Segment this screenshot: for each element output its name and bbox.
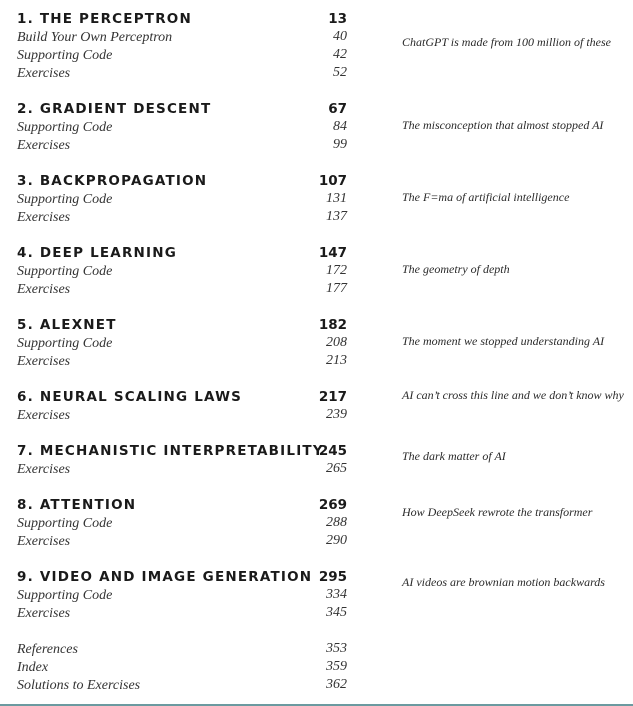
references-page: 353	[326, 641, 347, 656]
back-matter-solutions-row[interactable]	[17, 676, 627, 694]
chapter-4-sub-2-row[interactable]	[17, 280, 627, 298]
chapter-4-section	[17, 244, 627, 298]
chapter-8-sub-1-title: Supporting Code	[17, 516, 113, 531]
chapter-3-heading-row[interactable]	[17, 172, 627, 190]
chapter-1-tagline: ChatGPT is made from 100 million of these	[402, 35, 612, 49]
table-of-contents	[17, 10, 627, 694]
chapter-8-title: 8. ATTENTION	[17, 497, 137, 513]
chapter-4-sub-2-title: Exercises	[17, 282, 71, 297]
chapter-3-sub-1-title: Supporting Code	[17, 192, 113, 207]
chapter-8-page: 269	[318, 497, 347, 513]
chapter-3-page: 107	[318, 173, 347, 189]
chapter-2-title: 2. GRADIENT DESCENT	[17, 101, 212, 117]
chapter-1-title: 1. THE PERCEPTRON	[17, 11, 192, 27]
index-page: 359	[326, 659, 347, 674]
chapter-8-sub-2-page: 290	[326, 533, 347, 548]
chapter-4-sub-1-title: Supporting Code	[17, 264, 113, 279]
index-title: Index	[17, 660, 49, 675]
chapter-3-sub-2-page: 137	[326, 209, 347, 224]
chapter-6-page: 217	[318, 389, 347, 405]
back-matter-section	[17, 640, 627, 694]
chapter-1-section	[17, 10, 627, 82]
chapter-5-section	[17, 316, 627, 370]
chapter-1-sub-3-page: 52	[333, 65, 347, 80]
chapter-5-tagline: The moment we stopped understanding AI	[402, 334, 605, 348]
chapter-9-sub-2-row[interactable]	[17, 604, 627, 622]
chapter-7-title: 7. MECHANISTIC INTERPRETABILITY	[17, 443, 324, 459]
chapter-3-section	[17, 172, 627, 226]
solutions-title: Solutions to Exercises	[17, 678, 141, 693]
chapter-9-tagline: AI videos are brownian motion backwards	[402, 575, 605, 589]
references-title: References	[17, 642, 78, 657]
chapter-9-sub-1-page: 334	[326, 587, 347, 602]
chapter-4-sub-2-page: 177	[326, 281, 347, 296]
chapter-2-sub-1-title: Supporting Code	[17, 120, 113, 135]
chapter-3-sub-2-title: Exercises	[17, 210, 71, 225]
chapter-9-page: 295	[318, 569, 347, 585]
chapter-1-sub-1-title: Build Your Own Perceptron	[17, 30, 173, 45]
chapter-5-sub-2-title: Exercises	[17, 354, 71, 369]
chapter-4-tagline: The geometry of depth	[402, 262, 510, 276]
chapter-5-sub-1-title: Supporting Code	[17, 336, 113, 351]
chapter-3-title: 3. BACKPROPAGATION	[17, 173, 208, 189]
chapter-2-sub-2-row[interactable]	[17, 136, 627, 154]
chapter-2-sub-2-title: Exercises	[17, 138, 71, 153]
chapter-7-sub-1-title: Exercises	[17, 462, 71, 477]
chapter-3-sub-2-row[interactable]	[17, 208, 627, 226]
chapter-2-section	[17, 100, 627, 154]
chapter-5-sub-1-page: 208	[326, 335, 347, 350]
chapter-6-section	[17, 388, 627, 424]
chapter-4-sub-1-page: 172	[326, 263, 347, 278]
chapter-7-section	[17, 442, 627, 478]
chapter-8-section	[17, 496, 627, 550]
chapter-3-sub-1-page: 131	[326, 191, 347, 206]
chapter-9-sub-2-title: Exercises	[17, 606, 71, 621]
chapter-6-sub-1-page: 239	[326, 407, 347, 422]
chapter-7-heading-row[interactable]	[17, 442, 627, 460]
chapter-6-sub-1-row[interactable]	[17, 406, 627, 424]
chapter-5-sub-2-row[interactable]	[17, 352, 627, 370]
chapter-5-page: 182	[318, 317, 347, 333]
chapter-8-sub-2-title: Exercises	[17, 534, 71, 549]
chapter-8-sub-1-page: 288	[326, 515, 347, 530]
chapter-5-heading-row[interactable]	[17, 316, 627, 334]
chapter-7-sub-1-page: 265	[326, 461, 347, 476]
chapter-2-page: 67	[328, 101, 347, 117]
chapter-1-sub-1-page: 40	[333, 29, 347, 44]
chapter-4-title: 4. DEEP LEARNING	[17, 245, 178, 261]
chapter-2-sub-2-page: 99	[333, 137, 347, 152]
chapter-5-title: 5. ALEXNET	[17, 317, 117, 333]
back-matter-index-row[interactable]	[17, 658, 627, 676]
chapter-2-sub-1-page: 84	[333, 119, 347, 134]
chapter-7-page: 245	[318, 443, 347, 459]
chapter-1-sub-3-row[interactable]	[17, 64, 627, 82]
back-matter-references-row[interactable]	[17, 640, 627, 658]
chapter-4-heading-row[interactable]	[17, 244, 627, 262]
chapter-2-heading-row[interactable]	[17, 100, 627, 118]
chapter-7-tagline: The dark matter of AI	[402, 449, 506, 463]
chapter-8-sub-2-row[interactable]	[17, 532, 627, 550]
chapter-4-sub-1-row[interactable]	[17, 262, 627, 280]
chapter-8-tagline: How DeepSeek rewrote the transformer	[402, 505, 593, 519]
chapter-4-page: 147	[318, 245, 347, 261]
chapter-6-title: 6. NEURAL SCALING LAWS	[17, 389, 243, 405]
chapter-9-sub-2-page: 345	[326, 605, 347, 620]
solutions-page: 362	[326, 677, 347, 692]
chapter-1-page: 13	[328, 11, 347, 27]
chapter-9-sub-1-title: Supporting Code	[17, 588, 113, 603]
chapter-9-title: 9. VIDEO AND IMAGE GENERATION	[17, 569, 313, 585]
chapter-6-sub-1-title: Exercises	[17, 408, 71, 423]
chapter-3-tagline: The F=ma of artificial intelligence	[402, 190, 570, 204]
chapter-1-sub-2-page: 42	[333, 47, 347, 62]
chapter-7-sub-1-row[interactable]	[17, 460, 627, 478]
chapter-2-tagline: The misconception that almost stopped AI	[402, 118, 604, 132]
chapter-9-section	[17, 568, 627, 622]
chapter-6-tagline: AI can’t cross this line and we don’t know why	[402, 388, 624, 402]
chapter-5-sub-2-page: 213	[326, 353, 347, 368]
chapter-1-heading-row[interactable]	[17, 10, 627, 28]
chapter-1-sub-2-title: Supporting Code	[17, 48, 113, 63]
chapter-1-sub-3-title: Exercises	[17, 66, 71, 81]
